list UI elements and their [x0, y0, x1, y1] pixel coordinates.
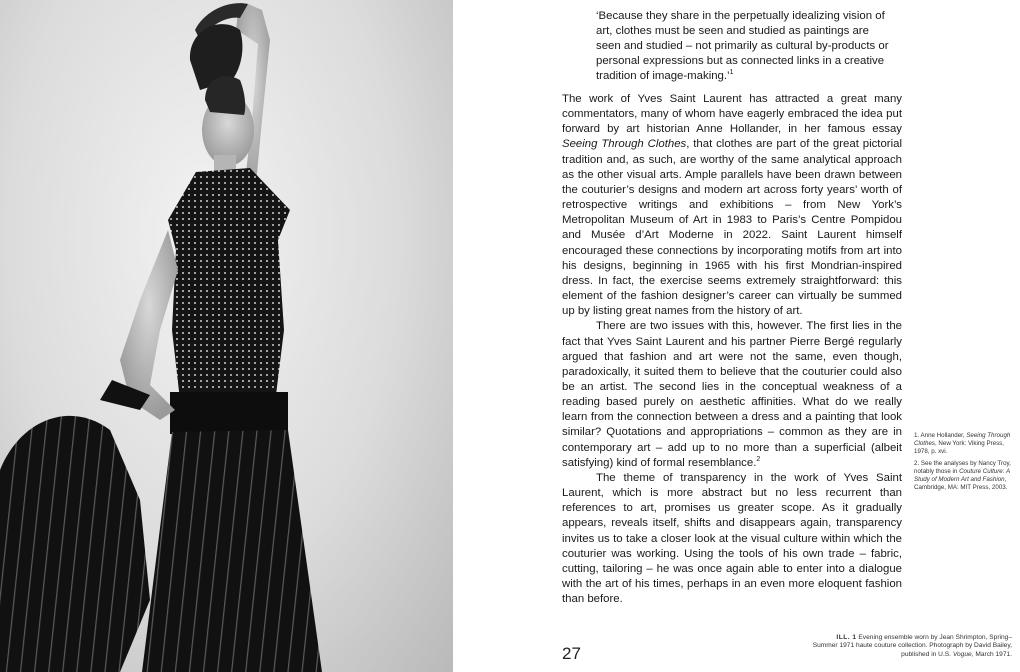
text-run: , that clothes are part of the great pictorial tradition and, as such, are worthy of the same analytical approach as the other visual arts. Ample parallels have been drawn between the couturier’s designs and modern art across forty years’ worth of retrospective writings and exhibitions – from New York’s Metropolitan Museum of Art in 1983 to Paris’s Centre Pompidou and Musée d’Art Moderne in 2022. Saint Laurent himself encouraged these connections by incorporating motifs from art into his designs, beginning in 1965 with his first Mondrian-inspired dress. In fact, the exercise seems extremely straightforward: this element of the fashion designer’s career can virtually be summed up by listing great names from the history of art.: [562, 138, 902, 318]
footnote-ref-1: 1: [729, 69, 734, 77]
text-run: , Cambridge, MA: MIT Press, 2003.: [914, 476, 1008, 491]
text-run: Evening ensemble worn by Jean Shrimpton, Spring–Summer 1971 haute couture collection. Photograph by David Bailey, published in U.S.: [812, 634, 1012, 658]
italic-title: Seeing Through Clothes: [914, 432, 1011, 447]
italic-title: Vogue: [952, 650, 972, 658]
footnote: [914, 460, 1014, 492]
text-run: , New York: Viking Press, 1978, p. xvi.: [914, 440, 1004, 455]
text-run: 1. Anne Hollander,: [914, 432, 967, 439]
text-run: The work of Yves Saint Laurent has attracted a great many commentators, many of whom have eagerly embraced the idea put forward by art historian Anne Hollander, in her famous essay: [562, 93, 902, 136]
body-text: [562, 92, 902, 607]
paragraph: [562, 471, 902, 607]
text-run: 2. See the analyses by Nancy Troy, notably those in: [914, 460, 1011, 475]
paragraph: [562, 92, 902, 319]
italic-title: Seeing Through Clothes: [562, 138, 687, 151]
epigraph-quote: ‘Because they share in the perpetually idealizing vision of art, clothes must be seen and studied as paintings are seen and studied – not primarily as cultural by-products or personal expressions but as connected links in a creative tradition of image-making.’$^1$: [596, 10, 889, 83]
text-run: , March 1971.: [971, 650, 1012, 658]
text-run: There are two issues with this, however. The first lies in the fact that Yves Saint Laurent and his partner Pierre Bergé regularly argued that fashion and art were not the same, even though, paradoxically, it suited them to believe that the couturier could also be an artist. The second lies in the conceptual weakness of a reading based purely on aesthetic affinities. What do we really learn from the connection between a dress and a painting that look similar? Quotations and appropriations – common as they are in contemporary art – add up to no more than a superficial (albeit satisfying) kind of formal resemblance.: [562, 320, 902, 469]
page-number: 27: [562, 644, 581, 663]
fashion-photograph: [0, 0, 453, 672]
italic-title: Couture Culture: A Study of Modern Art and Fashion: [914, 468, 1010, 483]
figure-caption: [812, 634, 1012, 659]
footnote: [914, 432, 1014, 456]
paragraph: [562, 319, 902, 471]
text-run: ILL. 1: [836, 634, 857, 641]
text-run: The theme of transparency in the work of Yves Saint Laurent, which is more abstract but no less recurrent than references to art, promises us greater scope. As it gradually appears, reveals itself, shifts and disappears again, transparency invites us to take a closer look at the visual culture within which the couturier was working. Using the tools of his own trade – fabric, cutting, tailoring – he was once again able to enter into a dialogue with the art of his times, perhaps in an even more eloquent fashion than before.: [562, 471, 902, 606]
footnotes: [914, 432, 1014, 496]
footnote-ref: 2: [756, 455, 761, 463]
